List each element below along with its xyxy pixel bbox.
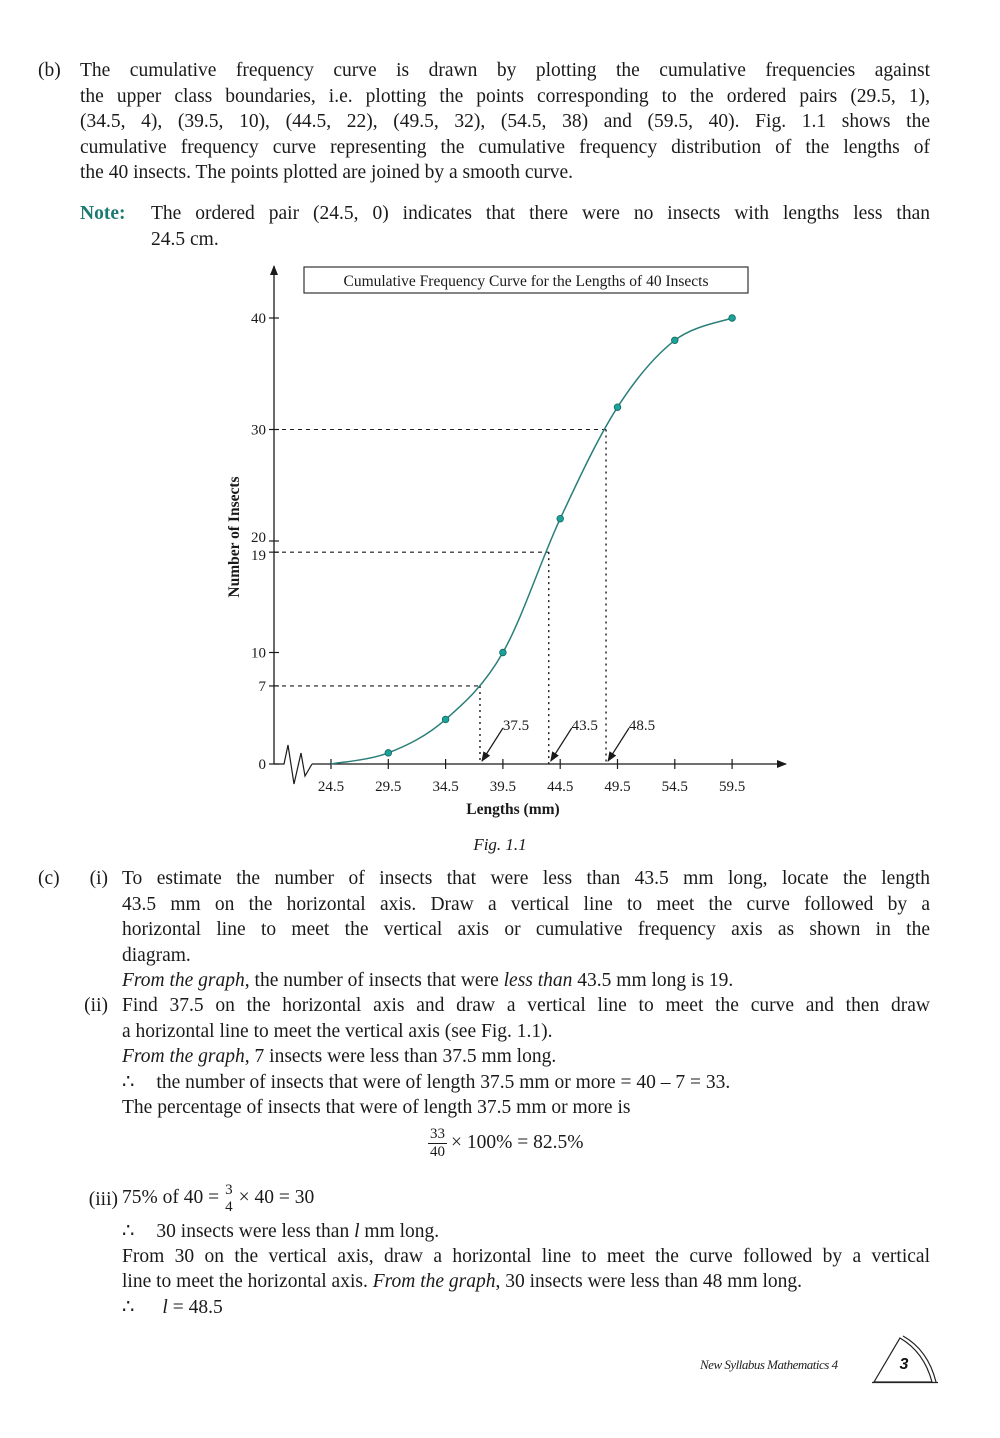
paragraph-line: the 40 insects. The points plotted are joined by a smooth curve.: [80, 162, 573, 183]
result-text: , the number of insects that were: [244, 970, 504, 991]
fraction-numerator: 33: [430, 1126, 445, 1142]
reading-label: 37.5: [502, 718, 530, 734]
paragraph-line: diagram.: [122, 944, 191, 966]
x-tick-label: 39.5: [489, 779, 517, 795]
x-tick-label: 54.5: [661, 779, 688, 795]
note-line: The ordered pair (24.5, 0) indicates that there were no insects with lengths less than: [151, 203, 930, 224]
paragraph-line: cumulative frequency curve representing the cumulative frequency distribution of the lengths of: [80, 136, 930, 158]
result-text: , 7 insects were less than 37.5 mm long.: [244, 1046, 557, 1067]
y-tick-label: 19: [251, 548, 266, 565]
data-point: [614, 404, 621, 411]
equation-text: × 40 = 30: [238, 1187, 315, 1208]
part-ii-therefore: [122, 1070, 730, 1096]
y-tick-label: 7: [258, 678, 266, 695]
percentage-equation: [424, 1126, 583, 1161]
part-iii-line1: From 30 on the vertical axis, draw a horizontal line to meet the curve followed by a vertical: [122, 1246, 930, 1267]
part-i-label: (i): [89, 868, 108, 889]
from-graph-text: From the graph: [122, 970, 245, 991]
y-tick-label: 10: [251, 645, 266, 662]
cumulative-frequency-chart: [0, 255, 1000, 830]
section-b-paragraph: [80, 58, 930, 186]
x-axis-label: Lengths (mm): [466, 801, 560, 818]
y-tick-label: 20: [251, 530, 266, 546]
result-text: line to meet the horizontal axis.: [122, 1271, 373, 1292]
y-tick-label: 40: [251, 311, 266, 327]
x-tick-label: 44.5: [547, 779, 574, 795]
result-text: , 30 insects were less than 48 mm long.: [495, 1271, 803, 1292]
book-title: New Syllabus Mathematics 4: [700, 1357, 838, 1372]
from-graph-text: From the graph: [372, 1271, 496, 1292]
paragraph-line: Find 37.5 on the horizontal axis and draw a vertical line to meet the curve and then draw: [122, 995, 930, 1016]
equation-text: 75% of 40 =: [122, 1187, 220, 1208]
variable-l: l: [162, 1297, 168, 1318]
section-c-label: (c): [38, 868, 60, 889]
result-text: 43.5 mm long is 19.: [572, 970, 734, 991]
chart-title: Cumulative Frequency Curve for the Lengths of 40 Insects: [343, 273, 709, 290]
part-i-result: [122, 968, 733, 994]
data-point: [500, 649, 507, 656]
y-tick-label: 30: [251, 422, 266, 439]
part-iii-label: (iii): [88, 1189, 118, 1210]
x-tick-label: 49.5: [604, 779, 631, 795]
note-label: Note:: [80, 203, 126, 224]
cumulative-frequency-curve: [331, 318, 732, 764]
note-text: [151, 201, 930, 252]
therefore-symbol: ∴: [122, 1297, 135, 1318]
part-ii-paragraph: [122, 993, 930, 1044]
data-point: [557, 515, 564, 522]
emphasis-text: less than: [503, 970, 573, 991]
paragraph-line: The cumulative frequency curve is drawn by plotting the cumulative frequencies against: [80, 60, 930, 81]
part-i-paragraph: [122, 866, 930, 968]
x-tick-label: 24.5: [317, 779, 345, 795]
fraction: [428, 1126, 447, 1161]
y-axis-label: Number of Insects: [226, 476, 243, 598]
x-tick-label: 29.5: [375, 779, 402, 795]
paragraph-line: the upper class boundaries, i.e. plotting the points corresponding to the ordered pairs (29.5, 1),: [80, 85, 930, 107]
from-graph-text: From the graph: [122, 1046, 245, 1067]
therefore-text: 30 insects were less than: [156, 1221, 355, 1242]
reading-label: 43.5: [571, 718, 598, 734]
reading-arrow: [608, 728, 629, 761]
equation-text: × 100% = 82.5%: [451, 1131, 584, 1153]
part-iii-therefore: [122, 1219, 439, 1245]
paragraph-line: a horizontal line to meet the vertical axis (see Fig. 1.1).: [122, 1020, 553, 1042]
figure-caption: Fig. 1.1: [473, 835, 527, 854]
paragraph-line: 43.5 mm on the horizontal axis. Draw a vertical line to meet the curve followed by a: [122, 893, 930, 915]
paragraph-line: To estimate the number of insects that were less than 43.5 mm long, locate the length: [122, 868, 930, 889]
part-iii-line2: [122, 1269, 802, 1295]
therefore-text: mm long.: [359, 1221, 440, 1242]
variable-l: l: [354, 1221, 360, 1242]
x-tick-label: 34.5: [432, 779, 459, 795]
data-point: [672, 337, 679, 344]
note-line: 24.5 cm.: [151, 228, 219, 250]
reading-label: 48.5: [628, 718, 656, 734]
paragraph-line: (34.5, 4), (39.5, 10), (44.5, 22), (49.5, 32), (54.5, 38) and (59.5, 40). Fig. 1.1 shows the: [80, 111, 930, 132]
data-point: [442, 716, 449, 723]
part-ii-label: (ii): [84, 995, 108, 1016]
therefore-symbol: ∴: [122, 1072, 135, 1093]
page-number-badge: [872, 1334, 942, 1386]
paragraph-line: horizontal line to meet the vertical axis or cumulative frequency axis as shown in the: [122, 919, 930, 940]
y-tick-label: 0: [258, 757, 266, 773]
final-answer: = 48.5: [167, 1297, 223, 1318]
page-number: 3: [899, 1356, 909, 1373]
fraction-denominator: 40: [430, 1144, 445, 1160]
reading-arrow: [482, 728, 503, 761]
fraction: [223, 1182, 235, 1216]
therefore-text: the number of insects that were of length 37.5 mm or more = 40 – 7 = 33.: [156, 1072, 731, 1093]
section-b-label: (b): [38, 60, 61, 81]
part-iii-final: [122, 1295, 223, 1321]
data-point: [385, 750, 392, 757]
data-point: [729, 315, 736, 322]
axis-break-zigzag: [274, 745, 312, 784]
therefore-symbol: ∴: [122, 1221, 135, 1242]
reading-arrow: [551, 728, 572, 761]
part-iii-equation: [122, 1177, 314, 1219]
fraction-denominator: 4: [225, 1198, 233, 1215]
fraction-numerator: 3: [225, 1181, 233, 1198]
x-tick-label: 59.5: [718, 779, 746, 795]
part-ii-percentage-text: The percentage of insects that were of length 37.5 mm or more is: [122, 1097, 631, 1118]
part-ii-result: [122, 1044, 556, 1070]
